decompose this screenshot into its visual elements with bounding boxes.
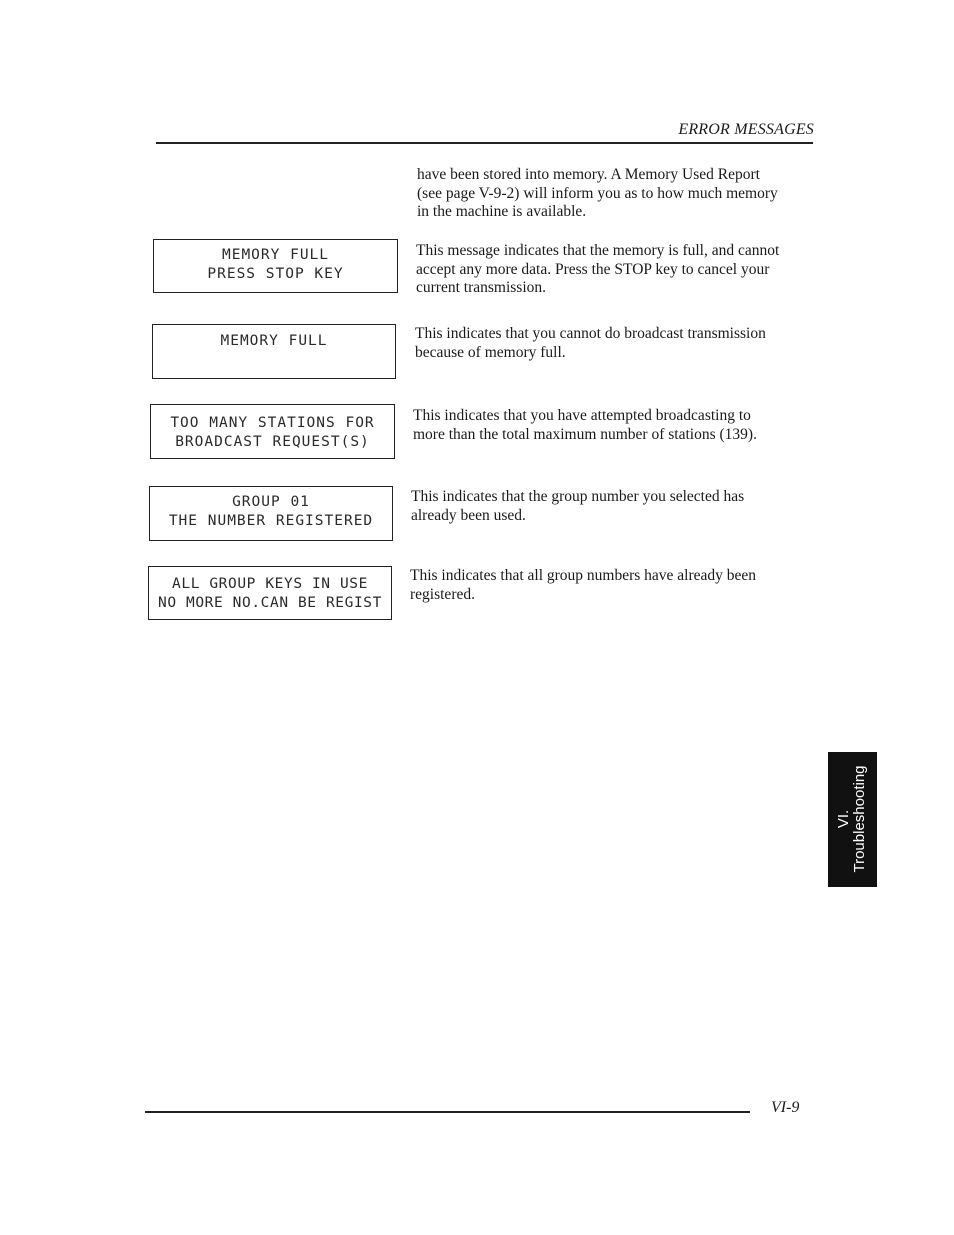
lcd-display-memory-full xyxy=(152,324,396,379)
message-description xyxy=(410,567,810,604)
lcd-line: NO MORE NO.CAN BE REGIST xyxy=(158,595,382,611)
description-line: This indicates that the group number you selected has xyxy=(411,488,745,505)
description-line: This message indicates that the memory is full, and cannot xyxy=(416,242,780,259)
lcd-line: MEMORY FULL xyxy=(221,247,330,263)
section-tab-title: Troubleshooting xyxy=(851,765,868,873)
description-line: because of memory full. xyxy=(415,343,566,361)
description-line: already been used. xyxy=(411,506,526,524)
lcd-line: ALL GROUP KEYS IN USE xyxy=(172,576,368,592)
header-title: ERROR MESSAGES xyxy=(678,121,814,138)
message-description xyxy=(415,325,815,362)
lcd-display-too-many-stations xyxy=(150,404,395,459)
footer-rule xyxy=(145,1111,750,1113)
lcd-display-memory-full-press-stop xyxy=(153,239,398,293)
lcd-line: MEMORY FULL xyxy=(220,333,328,349)
section-tab-number: VI. xyxy=(835,809,852,829)
lcd-line: THE NUMBER REGISTERED xyxy=(168,513,374,529)
lcd-display-group-registered xyxy=(149,486,393,541)
section-tab xyxy=(828,752,877,887)
description-line: current transmission. xyxy=(416,279,547,296)
lcd-line: PRESS STOP KEY xyxy=(207,266,344,282)
description-line: This indicates that all group numbers have already been xyxy=(410,567,757,584)
intro-line: have been stored into memory. A Memory Used Report xyxy=(417,166,760,183)
header-rule xyxy=(156,142,813,144)
message-description xyxy=(411,488,811,525)
intro-line: in the machine is available. xyxy=(417,203,587,220)
intro-line: (see page V-9-2) will inform you as to how much memory xyxy=(417,184,778,202)
section-tab-label xyxy=(836,752,868,887)
intro-paragraph xyxy=(417,166,817,222)
lcd-line: GROUP 01 xyxy=(232,494,310,510)
description-line: more than the total maximum number of stations (139). xyxy=(413,425,757,443)
description-line: accept any more data. Press the STOP key to cancel your xyxy=(416,260,770,278)
lcd-display-all-group-keys xyxy=(148,566,392,620)
lcd-line: TOO MANY STATIONS FOR xyxy=(170,415,375,431)
description-line: This indicates that you have attempted broadcasting to xyxy=(413,407,751,424)
message-description xyxy=(416,242,816,298)
message-description xyxy=(413,407,813,444)
lcd-line: BROADCAST REQUEST(S) xyxy=(175,434,370,450)
description-line: This indicates that you cannot do broadcast transmission xyxy=(415,325,766,342)
page-number: VI-9 xyxy=(771,1099,800,1116)
description-line: registered. xyxy=(410,585,475,603)
